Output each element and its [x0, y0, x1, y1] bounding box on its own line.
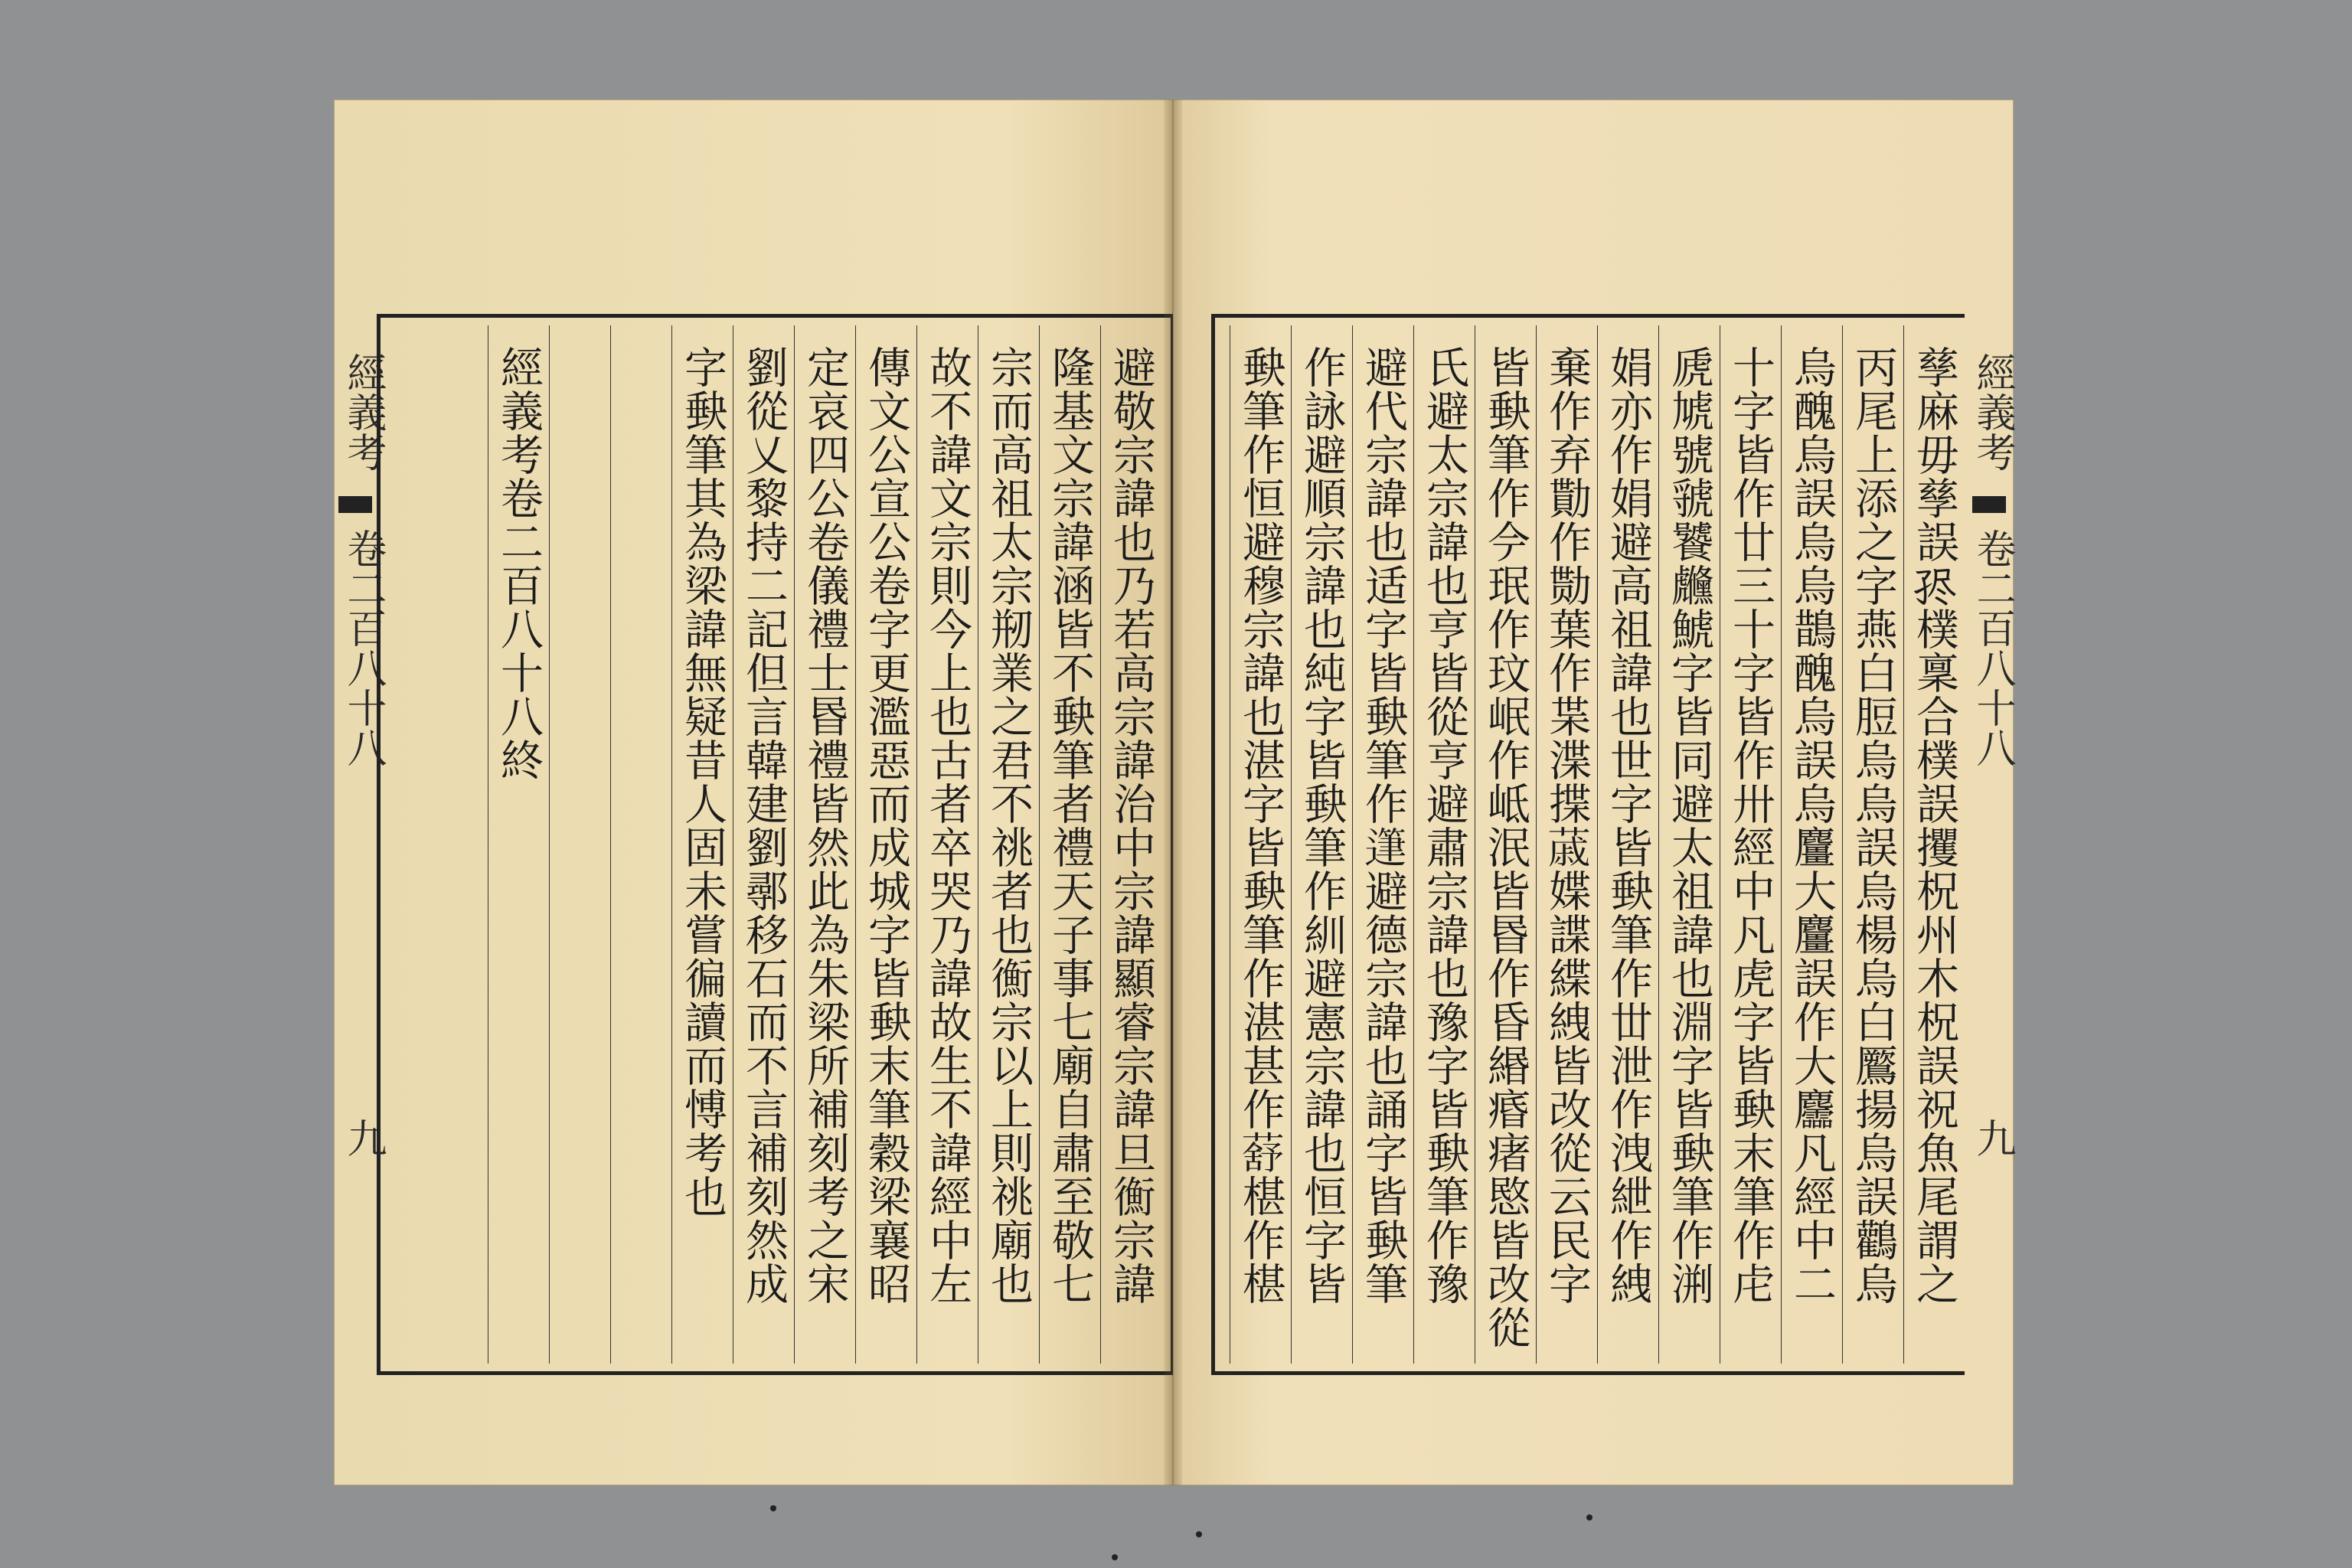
text-column: 字𡙇筆其為梁諱無疑昔人固未嘗徧讀而愽考也 — [671, 325, 733, 1364]
left-text-frame — [377, 314, 1174, 1375]
text-column: 烏醜烏誤烏烏鵲醜烏誤烏麠大麠誤作大麢凡經中二 — [1781, 325, 1842, 1364]
text-column: 避敬宗諱也乃若高宗諱治中宗諱顯睿宗諱旦𢖍宗諱 — [1100, 325, 1161, 1364]
page-dot — [1112, 1554, 1118, 1560]
book-gutter — [1164, 100, 1182, 1485]
page-dot — [770, 1505, 776, 1511]
left-page — [334, 100, 1173, 1485]
right-banxin-title: 經義考 — [1969, 352, 2015, 472]
text-column: 娟亦作娟避高祖諱也世字皆𡙇筆作丗泄作洩紲作絏 — [1597, 325, 1658, 1364]
text-column: 作詠避順宗諱也純字皆𡙇筆作紃避憲宗諱也恒字皆 — [1291, 325, 1352, 1364]
text-column: 避代宗諱也适字皆𡙇筆作𨖷避德宗諱也誦字皆𡙇筆 — [1352, 325, 1413, 1364]
page-dot — [1196, 1531, 1202, 1537]
left-text-columns — [488, 325, 1161, 1364]
text-column: 丙尾上添之字燕白脰烏烏誤烏楊烏白鷢揚烏誤鸛烏 — [1842, 325, 1903, 1364]
right-banxin-leaf: 九 — [1969, 1118, 2015, 1158]
right-text-columns — [1230, 325, 1965, 1364]
fish-tail-mark — [1972, 496, 2006, 513]
text-column: 故不諱文宗則今上也古者卒哭乃諱故生不諱經中左 — [916, 325, 978, 1364]
page-dot — [1586, 1514, 1592, 1521]
text-column: 氏避太宗諱也亨皆從亨避肅宗諱也豫字皆𡙇筆作豫 — [1413, 325, 1475, 1364]
text-column: 𡙇筆作恒避穆宗諱也湛字皆𡙇筆作湛甚作𦺗椹作椹 — [1230, 325, 1291, 1364]
text-column — [610, 325, 671, 1364]
text-column: 孳麻毋孳誤𡥧樸稟合樸誤攫柷州木柷誤祝魚尾謂之 — [1903, 325, 1965, 1364]
fish-tail-mark — [338, 496, 372, 513]
text-column-end-title: 經義考卷二百八十八終 — [488, 325, 549, 1364]
text-column: 隆基文宗諱涵皆不𡙇筆者禮天子事七廟自肅至敬七 — [1039, 325, 1100, 1364]
right-text-frame — [1211, 314, 1965, 1375]
right-banxin-volume: 卷二百八十八 — [1969, 528, 2015, 767]
text-column — [549, 325, 610, 1364]
left-banxin-title: 經義考 — [340, 352, 386, 472]
text-column: 宗而高祖太宗剏業之君不祧者也𢖍宗以上則祧廟也 — [978, 325, 1039, 1364]
text-column: 傳文公宣公卷字更濫惡而成城字皆𡙇末筆穀梁襄昭 — [855, 325, 916, 1364]
text-column: 虒虓號虢饕虪鯱字皆同避太祖諱也淵字皆𡙇筆作渆 — [1658, 325, 1720, 1364]
text-column: 皆𡙇筆作𫝆珉作玟岷作岻泯皆昬作昏緡痻瘏愍皆改從 — [1475, 325, 1536, 1364]
text-column: 劉從乂黎持二記但言韓建劉鄩移石而不言補刻然成 — [733, 325, 794, 1364]
text-column: 定哀四公卷儀禮士昬禮皆然此為朱梁所補刻考之宋 — [794, 325, 855, 1364]
right-page — [1173, 100, 2014, 1485]
text-column: 棄作弃勩作勚葉作枼渫揲𦸗媟諜緤絏皆改從云民字 — [1536, 325, 1597, 1364]
left-banxin-volume: 卷二百八十八 — [340, 528, 386, 767]
open-book — [334, 100, 2014, 1485]
left-banxin-leaf: 九 — [340, 1118, 386, 1158]
text-column: 十字皆作廿三十字皆作卅經中凡虎字皆𡙇末筆作虍 — [1720, 325, 1781, 1364]
